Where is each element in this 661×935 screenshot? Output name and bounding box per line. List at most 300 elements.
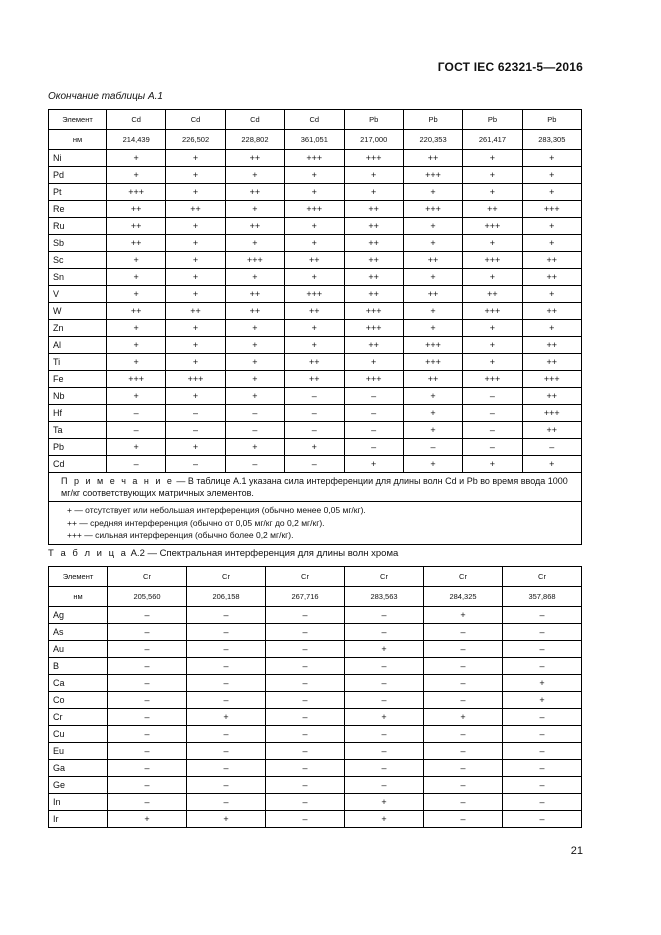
interference-value: + <box>285 337 344 354</box>
interference-value: – <box>266 811 345 828</box>
interference-value: – <box>166 405 225 422</box>
interference-value: + <box>166 439 225 456</box>
interference-value: +++ <box>107 371 166 388</box>
element-name: Pt <box>49 184 107 201</box>
table-row <box>49 456 582 473</box>
interference-value: – <box>522 439 581 456</box>
table-note <box>49 473 582 502</box>
interference-value: – <box>424 624 503 641</box>
interference-value: + <box>166 286 225 303</box>
interference-value: + <box>187 811 266 828</box>
table-row <box>49 743 582 760</box>
interference-value: – <box>345 607 424 624</box>
interference-value: ++ <box>522 354 581 371</box>
element-name: W <box>49 303 107 320</box>
interference-value: – <box>266 641 345 658</box>
interference-value: – <box>463 405 522 422</box>
interference-value: – <box>225 456 284 473</box>
interference-value: – <box>108 794 187 811</box>
interference-value: + <box>166 150 225 167</box>
interference-value: + <box>345 811 424 828</box>
interference-value: – <box>503 607 582 624</box>
element-name: Pd <box>49 167 107 184</box>
table-row <box>49 405 582 422</box>
interference-value: – <box>424 726 503 743</box>
interference-value: +++ <box>522 405 581 422</box>
interference-value: – <box>345 777 424 794</box>
table-row <box>49 286 582 303</box>
table1-caption: Окончание таблицы А.1 <box>48 91 163 102</box>
unit-label: нм <box>49 587 108 607</box>
interference-value: – <box>403 439 462 456</box>
interference-value: – <box>463 422 522 439</box>
interference-value: – <box>107 422 166 439</box>
interference-value: + <box>225 439 284 456</box>
interference-value: + <box>107 286 166 303</box>
interference-value: – <box>344 422 403 439</box>
interference-value: +++ <box>166 371 225 388</box>
wavelength-value: 228,802 <box>225 130 284 150</box>
interference-value: ++ <box>225 184 284 201</box>
table-row <box>49 422 582 439</box>
table-row <box>49 184 582 201</box>
column-header-analyte: Cr <box>187 567 266 587</box>
interference-value: + <box>403 320 462 337</box>
table-row <box>49 320 582 337</box>
interference-value: – <box>266 624 345 641</box>
interference-value: +++ <box>344 150 403 167</box>
interference-value: + <box>344 167 403 184</box>
interference-value: – <box>503 794 582 811</box>
wavelength-value: 283,305 <box>522 130 581 150</box>
interference-value: – <box>345 743 424 760</box>
legend-item: +++ — сильная интерференция (обычно более 0,2 мг/кг). <box>67 530 294 540</box>
element-name: As <box>49 624 108 641</box>
table2-caption <box>48 548 398 559</box>
interference-value: + <box>166 320 225 337</box>
interference-value: + <box>166 218 225 235</box>
column-header-analyte: Cd <box>285 110 344 130</box>
interference-value: – <box>187 794 266 811</box>
interference-value: + <box>403 235 462 252</box>
interference-value: – <box>424 641 503 658</box>
element-name: Ir <box>49 811 108 828</box>
element-name: Nb <box>49 388 107 405</box>
interference-value: ++ <box>522 388 581 405</box>
interference-value: + <box>403 422 462 439</box>
interference-value: + <box>107 167 166 184</box>
interference-value: + <box>403 456 462 473</box>
interference-value: + <box>522 286 581 303</box>
interference-value: +++ <box>403 354 462 371</box>
column-header-analyte: Cr <box>424 567 503 587</box>
interference-value: + <box>225 354 284 371</box>
interference-value: + <box>285 269 344 286</box>
interference-value: ++ <box>107 303 166 320</box>
wavelength-row <box>49 130 582 150</box>
interference-value: – <box>503 709 582 726</box>
interference-value: + <box>166 184 225 201</box>
element-name: Ru <box>49 218 107 235</box>
table-row <box>49 726 582 743</box>
interference-value: + <box>403 303 462 320</box>
interference-value: +++ <box>403 337 462 354</box>
element-name: Zn <box>49 320 107 337</box>
interference-value: + <box>107 252 166 269</box>
interference-value: – <box>285 422 344 439</box>
element-name: Ta <box>49 422 107 439</box>
interference-value: ++ <box>403 286 462 303</box>
interference-value: – <box>266 658 345 675</box>
interference-value: – <box>424 743 503 760</box>
interference-value: + <box>403 269 462 286</box>
interference-value: ++ <box>463 201 522 218</box>
element-name: Ag <box>49 607 108 624</box>
interference-value: – <box>345 624 424 641</box>
interference-value: + <box>403 405 462 422</box>
interference-value: – <box>503 658 582 675</box>
interference-value: + <box>522 150 581 167</box>
interference-value: – <box>503 760 582 777</box>
table-row <box>49 777 582 794</box>
column-header-analyte: Cr <box>503 567 582 587</box>
interference-value: ++ <box>285 354 344 371</box>
interference-value: + <box>285 235 344 252</box>
interference-value: – <box>463 388 522 405</box>
header-row <box>49 110 582 130</box>
interference-value: ++ <box>403 371 462 388</box>
interference-value: + <box>424 607 503 624</box>
unit-label: нм <box>49 130 107 150</box>
interference-value: – <box>108 709 187 726</box>
interference-value: – <box>108 760 187 777</box>
element-name: In <box>49 794 108 811</box>
interference-value: – <box>108 658 187 675</box>
interference-value: – <box>108 726 187 743</box>
table-row <box>49 371 582 388</box>
interference-value: – <box>266 743 345 760</box>
interference-value: – <box>225 422 284 439</box>
wavelength-row <box>49 587 582 607</box>
interference-value: +++ <box>403 167 462 184</box>
element-name: Co <box>49 692 108 709</box>
wavelength-value: 205,560 <box>108 587 187 607</box>
interference-value: +++ <box>463 218 522 235</box>
wavelength-value: 226,502 <box>166 130 225 150</box>
interference-value: – <box>424 658 503 675</box>
interference-value: + <box>522 167 581 184</box>
interference-value: – <box>344 439 403 456</box>
interference-value: – <box>285 405 344 422</box>
interference-value: + <box>107 337 166 354</box>
interference-value: + <box>344 354 403 371</box>
table2-caption-text: А.2 — Спектральная интерференция для длины волн хрома <box>127 548 399 559</box>
interference-value: – <box>424 777 503 794</box>
element-name: Ca <box>49 675 108 692</box>
column-header-analyte: Pb <box>463 110 522 130</box>
interference-value: + <box>403 388 462 405</box>
interference-value: + <box>403 218 462 235</box>
table-row <box>49 201 582 218</box>
interference-value: + <box>107 320 166 337</box>
interference-value: + <box>225 337 284 354</box>
interference-value: +++ <box>285 150 344 167</box>
interference-value: + <box>424 709 503 726</box>
interference-value: – <box>108 607 187 624</box>
table-row <box>49 794 582 811</box>
table-row <box>49 337 582 354</box>
element-name: Al <box>49 337 107 354</box>
element-name: Sb <box>49 235 107 252</box>
table-row <box>49 709 582 726</box>
interference-value: – <box>424 794 503 811</box>
interference-value: + <box>463 167 522 184</box>
interference-value: + <box>522 184 581 201</box>
interference-value: + <box>463 235 522 252</box>
interference-value: – <box>166 456 225 473</box>
interference-value: +++ <box>463 303 522 320</box>
interference-value: +++ <box>463 371 522 388</box>
element-name: B <box>49 658 108 675</box>
table-row <box>49 218 582 235</box>
interference-value: ++ <box>107 235 166 252</box>
interference-value: – <box>187 743 266 760</box>
interference-value: + <box>166 252 225 269</box>
interference-value: ++ <box>522 303 581 320</box>
interference-value: – <box>266 760 345 777</box>
interference-value: ++ <box>344 235 403 252</box>
note-row <box>49 473 582 502</box>
interference-value: – <box>107 405 166 422</box>
interference-value: + <box>225 371 284 388</box>
interference-value: + <box>345 709 424 726</box>
interference-value: + <box>463 320 522 337</box>
interference-value: +++ <box>403 201 462 218</box>
interference-value: + <box>225 269 284 286</box>
column-header-analyte: Pb <box>403 110 462 130</box>
table-row <box>49 624 582 641</box>
interference-value: ++ <box>166 201 225 218</box>
interference-value: + <box>225 388 284 405</box>
column-header-analyte: Pb <box>344 110 403 130</box>
interference-value: + <box>166 235 225 252</box>
interference-value: + <box>345 641 424 658</box>
interference-value: ++ <box>225 150 284 167</box>
interference-value: – <box>345 726 424 743</box>
table-row <box>49 439 582 456</box>
interference-value: + <box>285 218 344 235</box>
element-name: Sn <box>49 269 107 286</box>
interference-value: ++ <box>344 337 403 354</box>
interference-value: + <box>503 692 582 709</box>
interference-value: + <box>344 184 403 201</box>
interference-value: – <box>503 726 582 743</box>
interference-value: + <box>522 218 581 235</box>
interference-value: – <box>108 641 187 658</box>
interference-value: +++ <box>285 201 344 218</box>
interference-value: – <box>225 405 284 422</box>
column-header-analyte: Cd <box>166 110 225 130</box>
column-header-analyte: Cd <box>107 110 166 130</box>
interference-value: – <box>187 658 266 675</box>
interference-value: – <box>424 811 503 828</box>
interference-value: + <box>225 320 284 337</box>
interference-value: + <box>285 320 344 337</box>
interference-value: + <box>285 184 344 201</box>
wavelength-value: 357,868 <box>503 587 582 607</box>
element-name: Hf <box>49 405 107 422</box>
element-name: Eu <box>49 743 108 760</box>
wavelength-value: 283,563 <box>345 587 424 607</box>
interference-value: ++ <box>225 303 284 320</box>
table-row <box>49 269 582 286</box>
interference-value: – <box>107 456 166 473</box>
interference-value: + <box>107 269 166 286</box>
interference-value: ++ <box>225 218 284 235</box>
interference-value: ++ <box>285 303 344 320</box>
column-header-element: Элемент <box>49 567 108 587</box>
interference-value: – <box>345 658 424 675</box>
interference-value: + <box>225 201 284 218</box>
table-a1 <box>48 109 582 545</box>
interference-value: – <box>503 811 582 828</box>
header-row <box>49 567 582 587</box>
interference-value: + <box>463 456 522 473</box>
interference-value: – <box>187 641 266 658</box>
table-row <box>49 607 582 624</box>
interference-value: ++ <box>166 303 225 320</box>
element-name: Fe <box>49 371 107 388</box>
interference-value: – <box>503 777 582 794</box>
interference-value: – <box>108 743 187 760</box>
note-text: — В таблице А.1 указана сила интерференции для длины волн Cd и Pb во время ввода 1000 мг/кг соответствующих матричных элементов. <box>61 476 568 498</box>
interference-value: + <box>522 456 581 473</box>
interference-value: + <box>522 235 581 252</box>
interference-value: – <box>345 692 424 709</box>
interference-value: – <box>187 675 266 692</box>
wavelength-value: 214,439 <box>107 130 166 150</box>
column-header-analyte: Cd <box>225 110 284 130</box>
interference-value: +++ <box>522 371 581 388</box>
element-name: Ti <box>49 354 107 371</box>
interference-value: + <box>344 456 403 473</box>
table-row <box>49 235 582 252</box>
interference-value: ++ <box>285 371 344 388</box>
interference-value: – <box>266 726 345 743</box>
interference-value: – <box>166 422 225 439</box>
interference-value: + <box>166 167 225 184</box>
interference-value: – <box>266 607 345 624</box>
interference-value: – <box>503 624 582 641</box>
interference-value: ++ <box>522 337 581 354</box>
legend-item: + — отсутствует или небольшая интерференция (обычно менее 0,05 мг/кг). <box>67 505 366 515</box>
table-row <box>49 760 582 777</box>
interference-value: – <box>266 675 345 692</box>
interference-value: + <box>463 354 522 371</box>
interference-value: – <box>345 675 424 692</box>
interference-value: ++ <box>522 422 581 439</box>
element-name: Cu <box>49 726 108 743</box>
interference-value: + <box>463 269 522 286</box>
interference-value: ++ <box>403 252 462 269</box>
wavelength-value: 261,417 <box>463 130 522 150</box>
table-row <box>49 388 582 405</box>
interference-value: – <box>266 692 345 709</box>
interference-value: – <box>187 726 266 743</box>
interference-value: – <box>266 777 345 794</box>
table2-caption-label: Т а б л и ц а <box>48 548 128 559</box>
interference-value: ++ <box>285 252 344 269</box>
interference-value: – <box>108 624 187 641</box>
interference-value: + <box>187 709 266 726</box>
standard-header: ГОСТ IEC 62321-5—2016 <box>437 60 583 74</box>
element-name: Ge <box>49 777 108 794</box>
interference-value: +++ <box>344 320 403 337</box>
interference-value: + <box>463 184 522 201</box>
interference-value: – <box>285 388 344 405</box>
interference-value: – <box>187 777 266 794</box>
interference-value: ++ <box>463 286 522 303</box>
interference-value: – <box>108 777 187 794</box>
interference-value: + <box>108 811 187 828</box>
interference-value: ++ <box>107 218 166 235</box>
note-label: П р и м е ч а н и е <box>61 476 174 486</box>
column-header-element: Элемент <box>49 110 107 130</box>
interference-value: – <box>424 675 503 692</box>
interference-value: +++ <box>463 252 522 269</box>
interference-value: – <box>503 641 582 658</box>
interference-value: + <box>107 439 166 456</box>
interference-value: + <box>166 354 225 371</box>
table-row <box>49 303 582 320</box>
interference-value: – <box>187 624 266 641</box>
interference-value: – <box>344 405 403 422</box>
interference-value: + <box>166 388 225 405</box>
interference-value: – <box>187 692 266 709</box>
interference-value: +++ <box>344 371 403 388</box>
table-row <box>49 167 582 184</box>
element-name: Sc <box>49 252 107 269</box>
element-name: V <box>49 286 107 303</box>
interference-value: ++ <box>522 252 581 269</box>
interference-value: + <box>225 235 284 252</box>
interference-value: + <box>522 320 581 337</box>
table-row <box>49 692 582 709</box>
interference-value: ++ <box>344 218 403 235</box>
legend-row <box>49 502 582 545</box>
element-name: Re <box>49 201 107 218</box>
interference-value: + <box>285 439 344 456</box>
interference-value: – <box>424 692 503 709</box>
column-header-analyte: Pb <box>522 110 581 130</box>
element-name: Ga <box>49 760 108 777</box>
interference-value: +++ <box>225 252 284 269</box>
interference-value: ++ <box>403 150 462 167</box>
interference-value: – <box>345 760 424 777</box>
table-row <box>49 675 582 692</box>
legend-item: ++ — средняя интерференция (обычно от 0,05 мг/кг до 0,2 мг/кг). <box>67 517 325 528</box>
interference-value: – <box>266 794 345 811</box>
column-header-analyte: Cr <box>108 567 187 587</box>
interference-value: ++ <box>344 269 403 286</box>
interference-value: – <box>344 388 403 405</box>
interference-value: + <box>166 269 225 286</box>
wavelength-value: 206,158 <box>187 587 266 607</box>
table-row <box>49 658 582 675</box>
interference-value: – <box>266 709 345 726</box>
wavelength-value: 217,000 <box>344 130 403 150</box>
interference-value: +++ <box>344 303 403 320</box>
